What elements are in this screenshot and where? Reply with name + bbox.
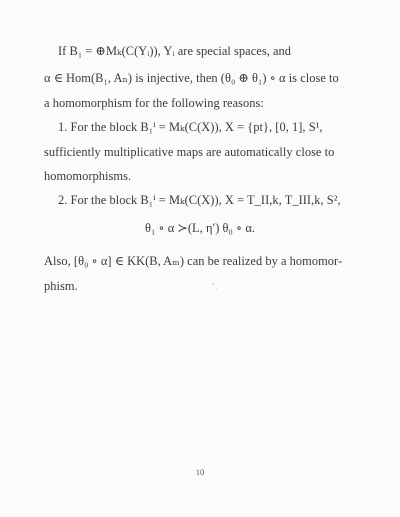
text-line-5: sufficiently multiplicative maps are automatically close to: [44, 145, 335, 159]
display-formula: θ₁ ∘ α ≻(L, η′) θ₀ ∘ α.: [144, 221, 256, 235]
text-line-4: 1. For the block B₁ⁱ = Mₖ(C(X)), X = {pt}, [0, 1], S¹,: [58, 120, 323, 134]
text-line-3: a homomorphism for the following reasons:: [44, 96, 264, 110]
text-line-9: Also, [θ₀ ∘ α] ∈ KK(B, Aₘ) can be realized by a homomor-: [44, 254, 343, 268]
text-line-6: homomorphisms.: [44, 169, 132, 183]
text-line-1: If B₁ = ⊕Mₖ(C(Yᵢ)), Yᵢ are special spaces, and: [58, 44, 292, 58]
text-line-7: 2. For the block B₁ⁱ = Mₖ(C(X)), X = T_II,k, T_III,k, S²,: [58, 193, 341, 207]
text-line-2: α ∈ Hom(B₁, Aₙ) is injective, then (θ₀ ⊕ θ₁) ∘ α is close to: [44, 71, 339, 85]
scan-speck: [216, 288, 217, 289]
text-line-10: phism.: [44, 279, 78, 293]
scan-speck: [212, 283, 214, 285]
page-number: 10: [195, 467, 205, 477]
